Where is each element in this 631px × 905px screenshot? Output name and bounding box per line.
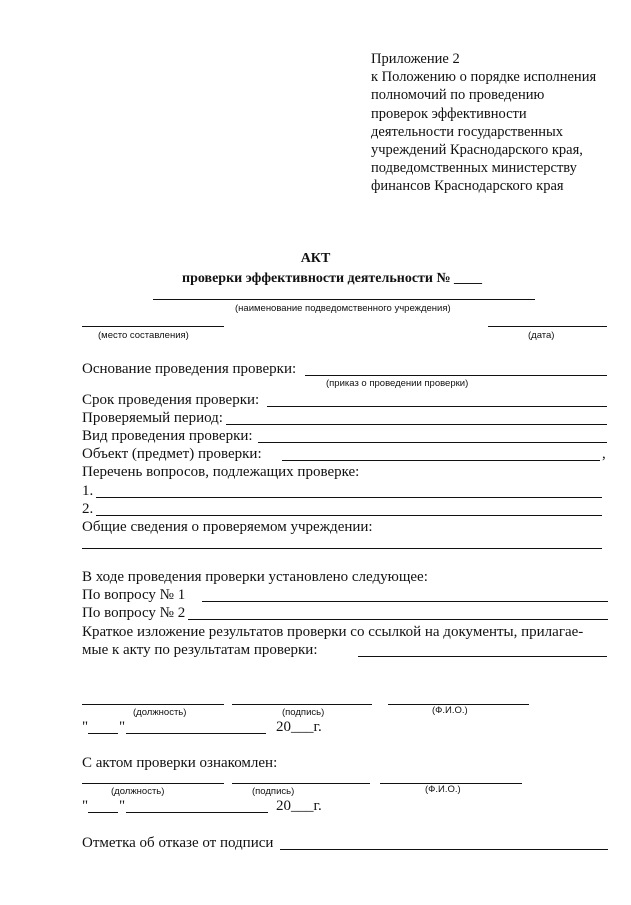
month-line bbox=[126, 733, 266, 734]
year-label: 20___г. bbox=[276, 719, 322, 735]
acquainted-label: С актом проверки ознакомлен: bbox=[82, 755, 278, 771]
period-label: Проверяемый период: bbox=[82, 410, 223, 426]
fio-caption: (Ф.И.О.) bbox=[432, 705, 468, 716]
day-line bbox=[88, 733, 118, 734]
object-line bbox=[282, 460, 600, 461]
signature-caption: (подпись) bbox=[282, 707, 325, 718]
questions-label: Перечень вопросов, подлежащих проверке: bbox=[82, 464, 360, 480]
issue-1-label: По вопросу № 1 bbox=[82, 587, 186, 603]
day2-line bbox=[88, 812, 118, 813]
type-label: Вид проведения проверки: bbox=[82, 428, 253, 444]
question-1-label: 1. bbox=[82, 483, 94, 499]
appendix-line: полномочий по проведению bbox=[371, 87, 545, 104]
institution-line bbox=[153, 299, 535, 300]
signature-line bbox=[232, 704, 372, 705]
order-caption: (приказ о проведении проверки) bbox=[326, 378, 469, 389]
summary-line-2: мые к акту по результатам проверки: bbox=[82, 642, 318, 658]
appendix-line: подведомственных министерству bbox=[371, 160, 577, 177]
general-label: Общие сведения о проверяемом учреждении: bbox=[82, 519, 373, 535]
position-caption: (должность) bbox=[133, 707, 187, 718]
issue-1-line bbox=[202, 601, 608, 602]
document-title: АКТ bbox=[300, 251, 331, 266]
acq-signature-line bbox=[232, 783, 370, 784]
issue-2-label: По вопросу № 2 bbox=[82, 605, 186, 621]
place-caption: (место составления) bbox=[98, 330, 189, 341]
appendix-block bbox=[371, 50, 596, 196]
date-quote-close: " bbox=[119, 719, 126, 735]
appendix-line: проверок эффективности bbox=[371, 105, 527, 122]
appendix-line: финансов Краснодарского края bbox=[371, 178, 564, 195]
appendix-line: учреждений Краснодарского края, bbox=[371, 142, 583, 159]
date2-quote-close: " bbox=[119, 798, 126, 814]
date2-quote-open: " bbox=[82, 798, 89, 814]
date-line bbox=[488, 326, 607, 327]
acq-position-caption: (должность) bbox=[111, 786, 165, 797]
appendix-line: деятельности государственных bbox=[371, 123, 563, 140]
acq-signature-caption: (подпись) bbox=[252, 786, 295, 797]
refusal-label: Отметка об отказе от подписи bbox=[82, 835, 274, 851]
basis-line bbox=[305, 375, 607, 376]
month2-line bbox=[126, 812, 268, 813]
object-label: Объект (предмет) проверки: bbox=[82, 446, 262, 462]
summary-line-1: Краткое изложение результатов проверки со ссылкой на документы, прилагае- bbox=[82, 624, 584, 640]
general-line bbox=[82, 548, 602, 549]
question-1-line bbox=[96, 497, 602, 498]
object-comma: , bbox=[602, 446, 606, 462]
term-label: Срок проведения проверки: bbox=[82, 392, 260, 408]
issue-2-line bbox=[188, 619, 608, 620]
type-line bbox=[258, 442, 607, 443]
institution-caption: (наименование подведомственного учреждения) bbox=[235, 303, 451, 314]
period-line bbox=[226, 424, 607, 425]
date-caption: (дата) bbox=[528, 330, 555, 341]
basis-label: Основание проведения проверки: bbox=[82, 361, 297, 377]
document-subtitle: проверки эффективности деятельности № ____ bbox=[182, 271, 483, 286]
acq-position-line bbox=[82, 783, 224, 784]
position-line bbox=[82, 704, 224, 705]
term-line bbox=[267, 406, 607, 407]
question-2-label: 2. bbox=[82, 501, 94, 517]
question-2-line bbox=[96, 515, 602, 516]
appendix-line: Приложение 2 bbox=[371, 51, 460, 67]
during-label: В ходе проведения проверки установлено следующее: bbox=[82, 569, 428, 585]
summary-line bbox=[358, 656, 607, 657]
place-line bbox=[82, 326, 224, 327]
appendix-line: к Положению о порядке исполнения bbox=[371, 69, 597, 86]
year2-label: 20___г. bbox=[276, 798, 322, 814]
date-quote-open: " bbox=[82, 719, 89, 735]
acq-fio-caption: (Ф.И.О.) bbox=[425, 784, 461, 795]
refusal-line bbox=[280, 849, 608, 850]
